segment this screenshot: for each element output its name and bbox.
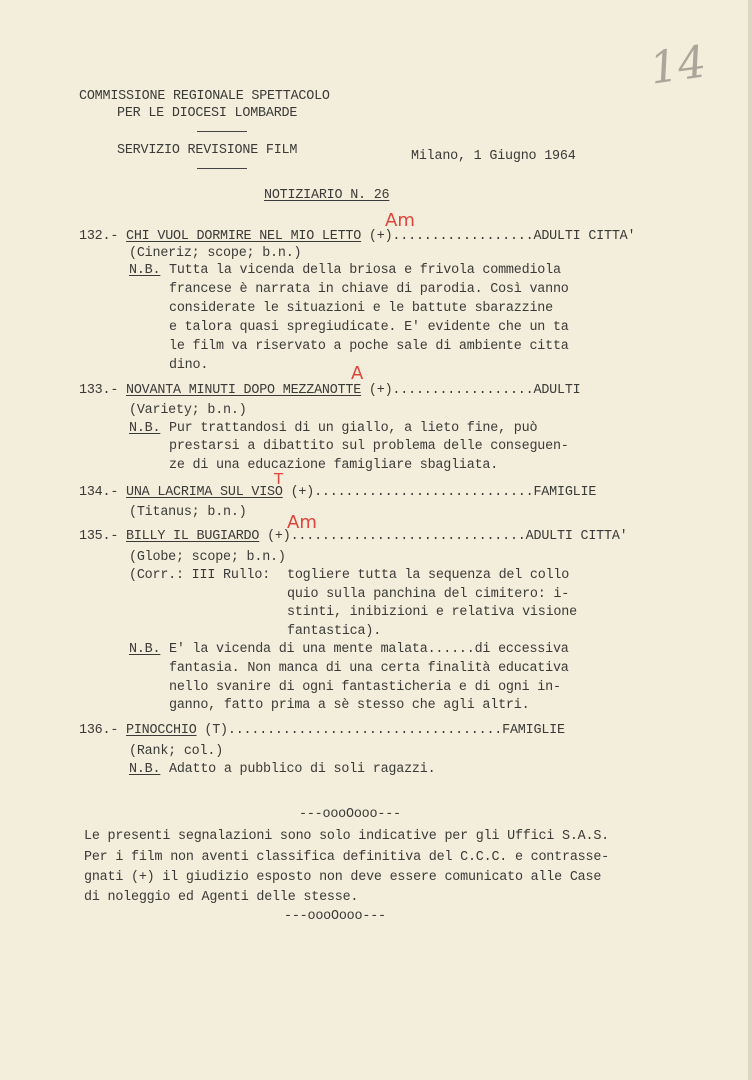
- separator: ---oooOooo---: [284, 909, 386, 924]
- nb-line: fantasia. Non manca di una certa finalità educativa: [169, 661, 569, 676]
- nb-line: E' la vicenda di una mente malata......di eccessiva: [169, 642, 569, 657]
- nb-label: N.B.: [129, 762, 161, 777]
- rating: (T)...................................FAMIGLIE: [196, 723, 565, 738]
- service-name: SERVIZIO REVISIONE FILM: [117, 143, 298, 158]
- nb-label: N.B.: [129, 642, 161, 657]
- separator: ---oooOooo---: [299, 807, 401, 822]
- nb-line: dino.: [169, 358, 209, 373]
- org-name: COMMISSIONE REGIONALE SPETTACOLO: [79, 89, 330, 104]
- film-title: UNA LACRIMA SUL VISO: [126, 485, 283, 500]
- correction-label: (Corr.: III Rullo:: [129, 568, 271, 583]
- correction-line: togliere tutta la sequenza del collo: [287, 568, 570, 583]
- bulletin-title: NOTIZIARIO N. 26: [264, 188, 390, 203]
- film-title: CHI VUOL DORMIRE NEL MIO LETTO: [126, 229, 362, 244]
- divider: [197, 131, 247, 132]
- correction-line: quio sulla panchina del cimitero: i-: [287, 587, 570, 602]
- nb-line: Pur trattandosi di un giallo, a lieto fine, può: [169, 421, 538, 436]
- entry-heading: 133.- NOVANTA MINUTI DOPO MEZZANOTTE (+)..................ADULTI: [79, 383, 581, 398]
- entry-heading: 132.- CHI VUOL DORMIRE NEL MIO LETTO (+)..................ADULTI CITTA': [79, 229, 636, 244]
- nb-line: le film va riservato a poche sale di ambiente citta: [169, 339, 569, 354]
- org-subtitle: PER LE DIOCESI LOMBARDE: [117, 106, 298, 121]
- film-info: (Titanus; b.n.): [129, 505, 247, 520]
- nb-line: Adatto a pubblico di soli ragazzi.: [169, 762, 436, 777]
- footer-line: di noleggio ed Agenti delle stesse.: [84, 890, 359, 905]
- rating: (+)..............................ADULTI CITTA': [259, 529, 628, 544]
- nb-line: considerate le situazioni e le battute sbarazzine: [169, 301, 553, 316]
- film-info: (Variety; b.n.): [129, 403, 247, 418]
- nb-line: francese è narrata in chiave di parodia. Così vanno: [169, 282, 569, 297]
- footer-line: Le presenti segnalazioni sono solo indicative per gli Uffici S.A.S.: [84, 829, 609, 844]
- film-title: BILLY IL BUGIARDO: [126, 529, 260, 544]
- annotation-mark: T: [274, 470, 284, 488]
- nb-line: e talora quasi spregiudicate. E' evidente che un ta: [169, 320, 569, 335]
- page-edge: [748, 0, 752, 1080]
- film-title: NOVANTA MINUTI DOPO MEZZANOTTE: [126, 383, 362, 398]
- nb-line: Tutta la vicenda della briosa e frivola commediola: [169, 263, 561, 278]
- divider: [197, 168, 247, 169]
- nb-label: N.B.: [129, 421, 161, 436]
- entry-heading: 135.- BILLY IL BUGIARDO (+)..............................ADULTI CITTA': [79, 529, 628, 544]
- annotation-mark: A: [351, 363, 364, 384]
- nb-label: N.B.: [129, 263, 161, 278]
- entry-heading: 136.- PINOCCHIO (T)...................................FAMIGLIE: [79, 723, 565, 738]
- annotation-mark: Am: [287, 512, 317, 533]
- annotation-mark: Am: [385, 210, 415, 231]
- film-info: (Cineriz; scope; b.n.): [129, 246, 302, 261]
- rating: (+)............................FAMIGLIE: [282, 485, 597, 500]
- nb-line: ganno, fatto prima a sè stesso che agli altri.: [169, 698, 530, 713]
- footer-line: gnati (+) il giudizio esposto non deve essere comunicato alle Case: [84, 870, 602, 885]
- correction-line: fantastica).: [287, 624, 382, 639]
- nb-line: prestarsi a dibattito sul problema delle conseguen-: [169, 439, 569, 454]
- rating: (+)..................ADULTI: [361, 383, 581, 398]
- footer-line: Per i film non aventi classifica definitiva del C.C.C. e contrasse-: [84, 850, 609, 865]
- handwritten-page-number: 14: [646, 36, 710, 95]
- film-info: (Rank; col.): [129, 744, 224, 759]
- entry-heading: 134.- UNA LACRIMA SUL VISO (+)............................FAMIGLIE: [79, 485, 597, 500]
- film-info: (Globe; scope; b.n.): [129, 550, 286, 565]
- nb-line: ze di una educazione famigliare sbagliata.: [169, 458, 499, 473]
- correction-line: stinti, inibizioni e relativa visione: [287, 605, 577, 620]
- nb-line: nello svanire di ogni fantasticheria e di ogni in-: [169, 680, 561, 695]
- date: Milano, 1 Giugno 1964: [411, 149, 576, 164]
- film-title: PINOCCHIO: [126, 723, 197, 738]
- rating: (+)..................ADULTI CITTA': [361, 229, 636, 244]
